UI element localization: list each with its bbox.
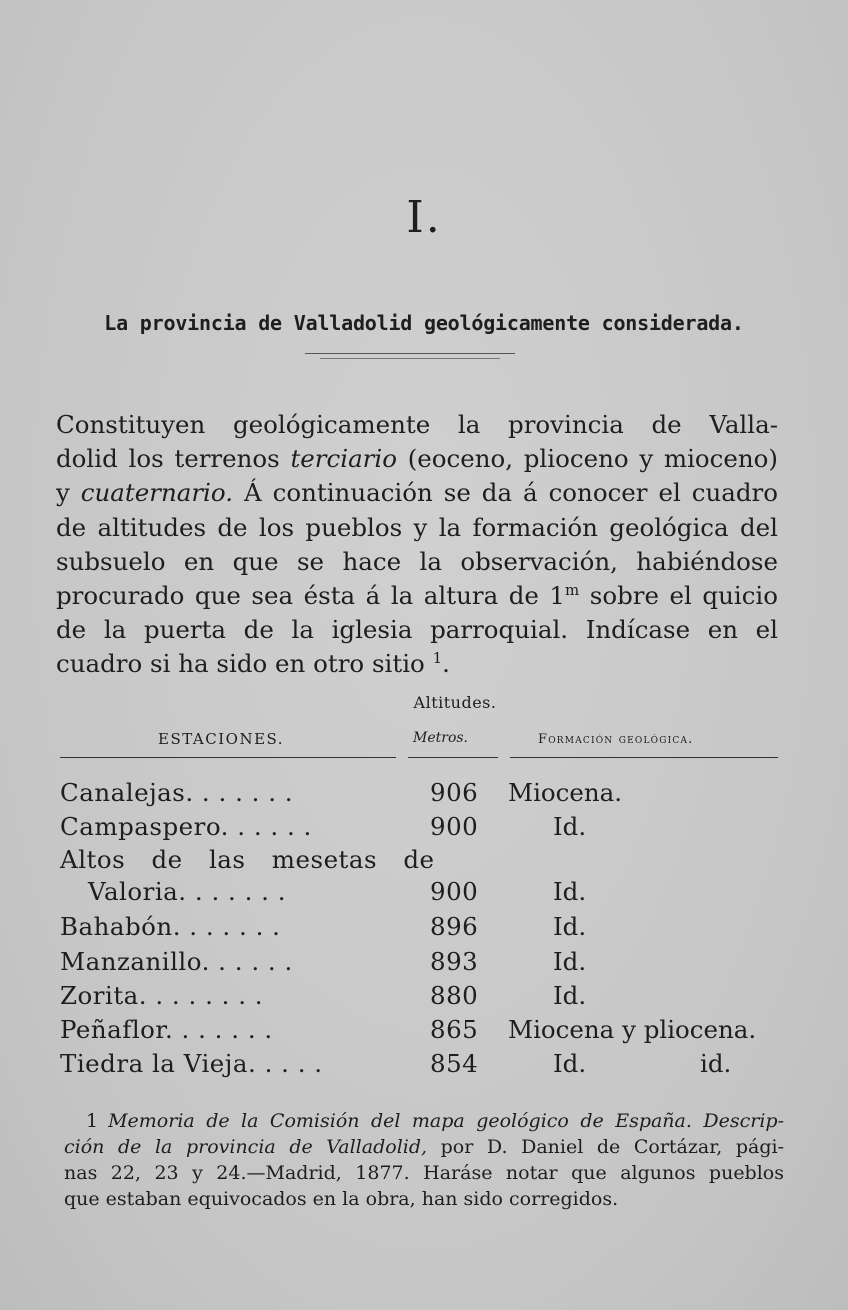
title-divider-secondary <box>320 358 500 359</box>
table-rule-estaciones <box>60 757 396 758</box>
section-title: La provincia de Valladolid geológicamente considerada. <box>104 311 744 335</box>
footnote-line: ción de la provincia de Valladolid, por D. Daniel de Cortázar, pági- <box>64 1136 784 1158</box>
italic-term: cuaternario. <box>80 478 234 508</box>
paragraph-line: procurado que sea ésta á la altura de 1$^m$ sobre el quicio <box>56 580 778 611</box>
table-row: Bahabón. . . . . . . 896 Id. <box>60 912 587 941</box>
italic-term: terciario <box>290 444 397 474</box>
intro-paragraph <box>56 408 778 682</box>
table-row: Canalejas. . . . . . . 906 Miocena. <box>60 778 623 807</box>
paragraph-line: de altitudes de los pueblos y la formación geológica del <box>56 512 778 542</box>
table-row: Campaspero. . . . . . 900 Id. <box>60 812 587 841</box>
paragraph-line: cuadro si ha sido en otro sitio $^1$. <box>56 649 450 679</box>
table-row: Zorita. . . . . . . . 880 Id. <box>60 981 587 1010</box>
table-row: Tiedra la Vieja. . . . . 854 Id. id. <box>60 1049 732 1078</box>
paragraph-line: subsuelo en que se hace la observación, habiéndose <box>56 546 778 576</box>
table-rule-metros <box>408 757 498 758</box>
footnote-line: 1 Memoria de la Comisión del mapa geológico de España. Descrip- <box>86 1110 784 1132</box>
table-row: Altos de las mesetas de <box>60 845 435 874</box>
paragraph-line: de la puerta de la iglesia parroquial. Indícase en el <box>56 615 778 645</box>
col-header-formacion: Formación geológica. <box>538 732 694 747</box>
col-header-metros: Metros. <box>413 730 469 746</box>
chapter-number: I. <box>406 192 442 243</box>
footnote-line: nas 22, 23 y 24.—Madrid, 1877. Haráse notar que algunos pueblos <box>64 1162 784 1184</box>
table-rule-formacion <box>510 757 778 758</box>
table-row: Peñaflor. . . . . . . 865 Miocena y pliocena. <box>60 1015 757 1044</box>
paragraph-line: Constituyen geológicamente la provincia de Valla- <box>56 410 778 439</box>
footnote-ref: 1 <box>432 649 443 668</box>
table-row: Valoria. . . . . . . 900 Id. <box>88 877 587 906</box>
title-divider <box>305 353 515 354</box>
paragraph-line: y cuaternario. Á continuación se da á conocer el cuadro <box>56 478 778 508</box>
altitudes-header: Altitudes. <box>413 693 497 712</box>
paragraph-line: dolid los terrenos terciario (eoceno, plioceno y mioceno) <box>56 444 778 474</box>
col-header-estaciones: ESTACIONES. <box>158 730 285 748</box>
footnote <box>64 1108 784 1212</box>
footnote-line: que estaban equivocados en la obra, han sido corregidos. <box>64 1188 619 1210</box>
table-row: Manzanillo. . . . . . 893 Id. <box>60 947 587 976</box>
footnote-number: 1 <box>86 1110 99 1132</box>
